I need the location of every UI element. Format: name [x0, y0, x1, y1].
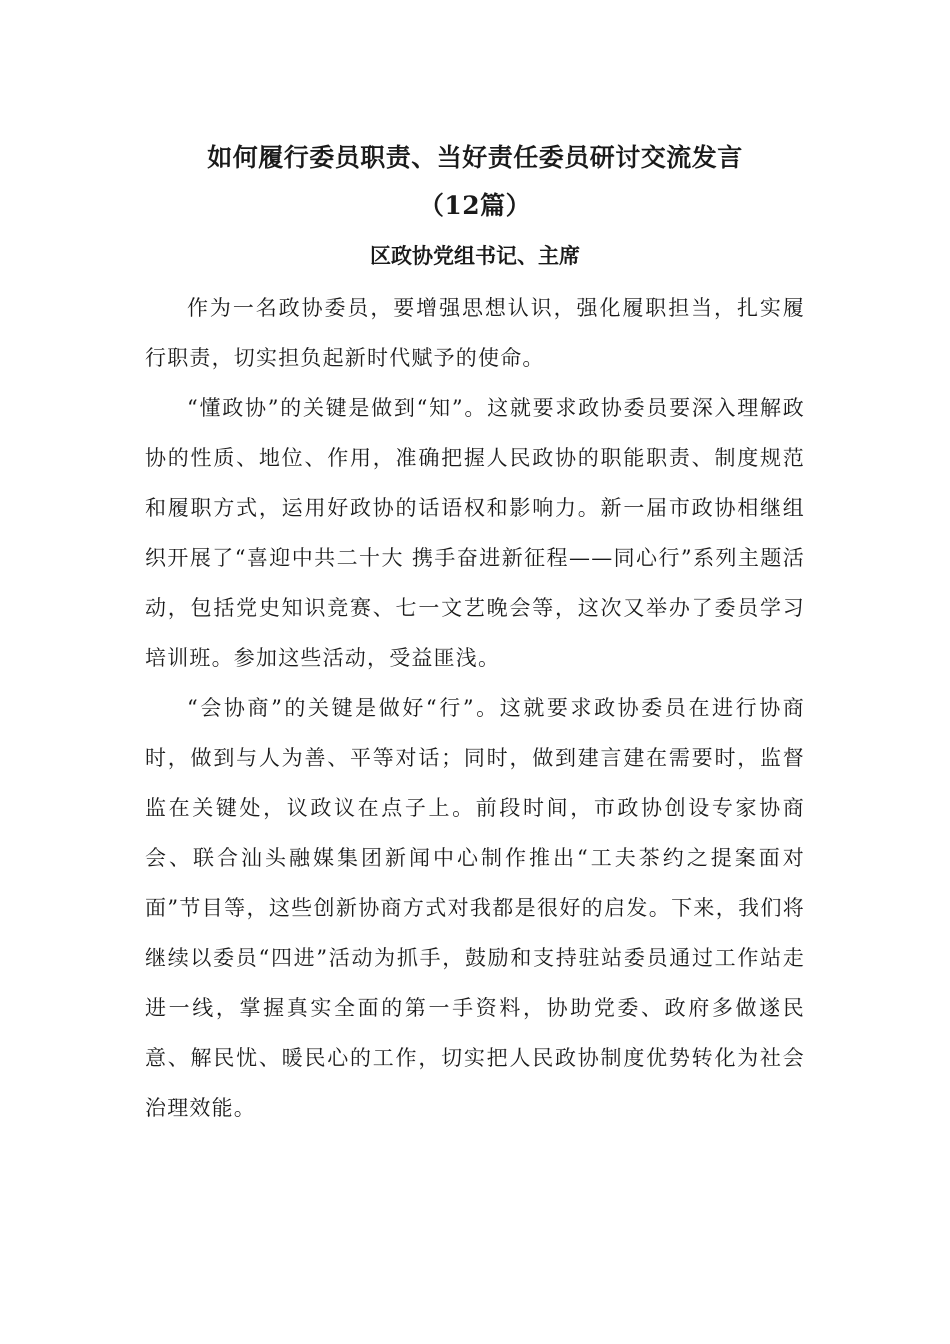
paragraph: “会协商”的关键是做好“行”。这就要求政协委员在进行协商时，做到与人为善、平等对话；同时，做到建言建在需要时，监督监在关键处，议政议在点子上。前段时间，市政协创设专家协商会、联合汕头融媒集团新闻中心制作推出“工夫茶约之提案面对面”节目等，这些创新协商方式对我都是很好的启发。下来，我们将继续以委员“四进”活动为抓手，鼓励和支持驻站委员通过工作站走进一线，掌握真实全面的第一手资料，协助党委、政府多做遂民意、解民忧、暖民心的工作，切实把人民政协制度优势转化为社会治理效能。	[145, 696, 805, 1120]
paragraph: 作为一名政协委员，要增强思想认识，强化履职担当，扎实履行职责，切实担负起新时代赋予的使命。	[145, 296, 805, 370]
document-title: 如何履行委员职责、当好责任委员研讨交流发言	[207, 143, 743, 172]
document-body	[145, 283, 805, 1133]
paragraph: “懂政协”的关键是做到“知”。这就要求政协委员要深入理解政协的性质、地位、作用，准确把握人民政协的职能职责、制度规范和履职方式，运用好政协的话语权和影响力。新一届市政协相继组织开展了“喜迎中共二十大 携手奋进新征程——同心行”系列主题活动，包括党史知识竞赛、七一文艺晚会等，这次又举办了委员学习培训班。参加这些活动，受益匪浅。	[145, 396, 805, 670]
document-title-count: （12篇）	[418, 191, 532, 220]
speaker-position: 区政协党组书记、主席	[370, 243, 580, 268]
